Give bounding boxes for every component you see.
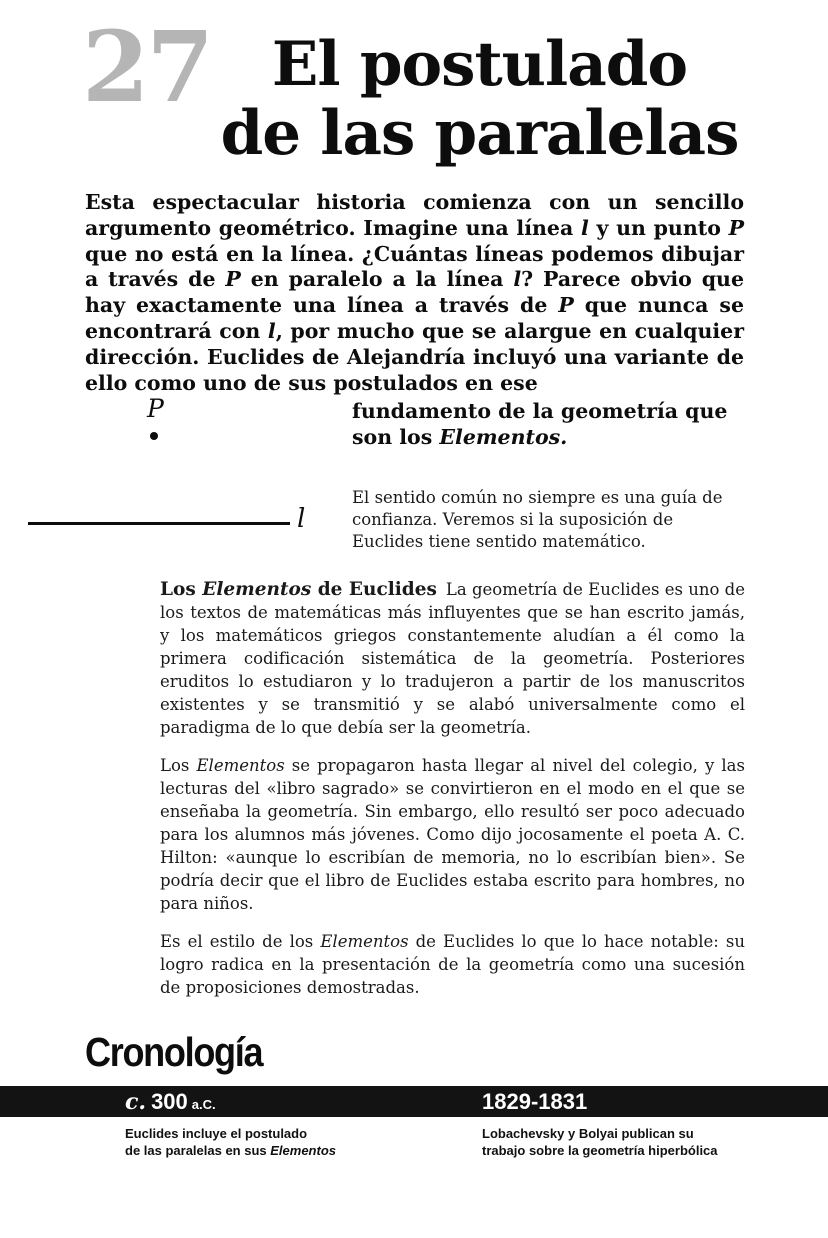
paragraph-1-text: La geometría de Euclides es uno de los textos de matemáticas más influyentes que se han escrito jamás, y los matemáticos griegos constantemente aludían a él como la primera codificación sistemática de la geometría. Posteriores eruditos lo estudiaron y lo tradujeron a partir de los manuscritos existentes y se transmitió y se alabó universalmente como el paradigma de lo que debía ser la geometría. [160, 580, 746, 738]
section-heading: Los Elementos de Euclides [160, 579, 437, 601]
geometry-figure [0, 394, 352, 560]
body-paragraph-1 [160, 578, 745, 739]
side-column [352, 398, 744, 560]
timeline-date-1-suffix: a.C. [191, 1097, 216, 1113]
lead-paragraph: Esta espectacular historia comienza con un sencillo argumento geométrico. Imagine una línea l y un punto P que no está en la línea. ¿Cuántas líneas podemos dibujar a través de P en paralelo a la línea l? Parece obvio que hay exactamente una línea a través de P que nunca se encontrará con l, por mucho que se alargue en cualquier dirección. Euclides de Alejandría incluyó una variante de ello como uno de sus postulados en ese [85, 190, 745, 395]
line-l [28, 522, 290, 525]
timeline-date-2 [482, 1086, 587, 1117]
timeline-date-1 [125, 1086, 216, 1117]
timeline-bar [0, 1086, 828, 1117]
timeline-description-2: Lobachevsky y Bolyai publican su trabajo sobre la geometría hiperbólica [482, 1126, 718, 1159]
chapter-title-line1: El postulado [271, 29, 688, 100]
line-l-label: l [297, 504, 306, 535]
chapter-title-line2: de las paralelas [220, 98, 739, 169]
figure-row [0, 394, 828, 560]
timeline-date-1-value: 300 [151, 1088, 188, 1114]
side-quote: El sentido común no siempre es una guía de confianza. Veremos si la suposición de Euclides tiene sentido matemático. [352, 488, 723, 552]
chapter-number: 27 [82, 10, 211, 124]
timeline-description-1: Euclides incluye el postulado de las paralelas en sus Elementos [125, 1126, 336, 1159]
lead-continuation: fundamento de la geometría que son los Elementos. [352, 399, 728, 450]
body-paragraph-3: Es el estilo de los Elementos de Euclides lo que lo hace notable: su logro radica en la presentación de la geometría como una sucesión de proposiciones demostradas. [160, 932, 745, 998]
chapter-title [211, 28, 748, 168]
point-p-label: P [147, 394, 164, 424]
timeline-date-1-prefix: c. [125, 1088, 147, 1115]
point-p-dot [150, 432, 158, 440]
timeline-descriptions [0, 1117, 828, 1177]
timeline-heading: Cronología [85, 1029, 263, 1076]
body-paragraph-2: Los Elementos se propagaron hasta llegar al nivel del colegio, y las lecturas del «libro sagrado» se convirtieron en el modo en el que se enseñaba la geometría. Sin embargo, ello resultó ser poco adecuado para los alumnos más jóvenes. Como dijo jocosamente el poeta A. C. Hilton: «aunque lo escribían de memoria, no lo escribían bien». Se podría decir que el libro de Euclides estaba escrito para hombres, no para niños. [160, 756, 745, 914]
body-text [160, 578, 745, 999]
chapter-header [0, 0, 828, 168]
timeline-date-2-value: 1829-1831 [482, 1088, 588, 1114]
